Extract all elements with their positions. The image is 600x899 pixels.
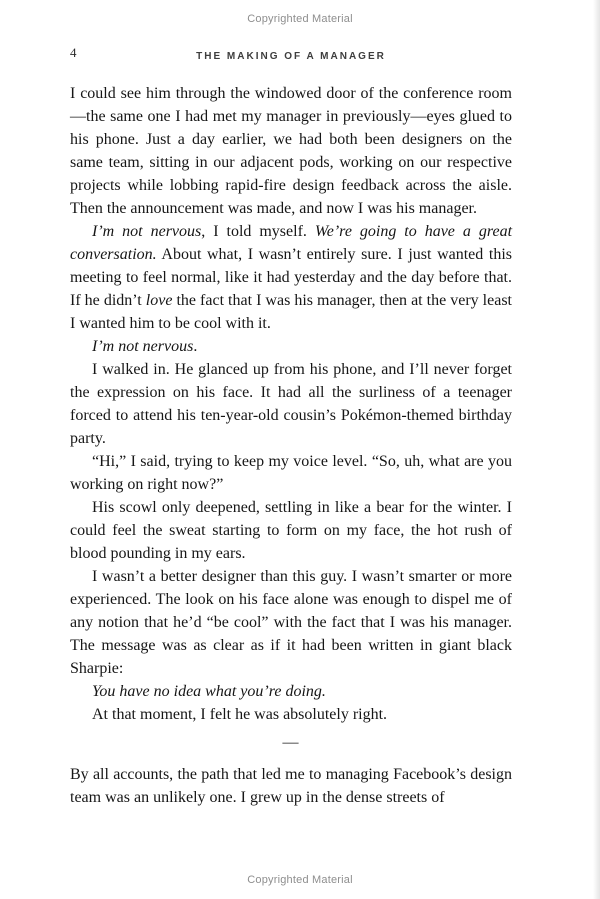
page-edge-shadow — [593, 0, 600, 899]
running-title: THE MAKING OF A MANAGER — [196, 51, 386, 62]
text-segment: , I told myself. — [201, 223, 315, 240]
paragraph — [70, 358, 512, 450]
paragraph — [70, 335, 512, 358]
text-segment: About what, I wasn’t entirely sure. I just wanted this meeting to feel normal, like it had yesterday and the day before that. If he didn’t — [70, 246, 512, 309]
text-segment: . — [193, 338, 198, 355]
italic-text-segment: love — [145, 292, 173, 309]
text-segment: “Hi,” I said, trying to keep my voice level. “So, uh, what are you working on right now?” — [70, 453, 512, 493]
italic-text-segment: You have no idea what you’re doing. — [92, 683, 326, 700]
italic-text-segment: We’re going to have a great conversation. — [70, 223, 513, 263]
copyright-notice-bottom: Copyrighted Material — [247, 874, 353, 886]
paragraph — [70, 496, 512, 565]
text-segment: At that moment, I felt he was absolutely right. — [92, 706, 388, 723]
section-break: — — [282, 734, 300, 751]
paragraph — [70, 703, 512, 726]
page-number: 4 — [70, 45, 77, 60]
text-segment: By all accounts, the path that led me to managing Facebook’s design team was an unlikely one. I grew up in the dense streets of — [70, 766, 512, 806]
text-segment: I wasn’t a better designer than this guy. I wasn’t smarter or more experienced. The look on his face alone was enough to dispel me of any notion that he’d “be cool” with the fact that I was his manager. The message was as clear as if it had been written in giant black Sharpie: — [70, 568, 512, 677]
paragraph — [70, 220, 512, 335]
body-paragraphs — [70, 82, 512, 809]
text-segment: I walked in. He glanced up from his phone, and I’ll never forget the expression on his face. It had all the surliness of a teenager forced to attend his ten-year-old cousin’s Pokémon-themed birthday party. — [70, 361, 512, 447]
paragraph — [70, 565, 512, 680]
paragraph — [70, 450, 512, 496]
paragraph — [70, 680, 512, 703]
text-segment: I could see him through the windowed door of the conference room—the same one I had met my manager in previously—eyes glued to his phone. Just a day earlier, we had both been designers on the same team, sitting in our adjacent pods, working on our respective projects while lobbing rapid-fire design feedback across the aisle. Then the announcement was made, and now I was his manager. — [70, 85, 512, 217]
text-segment: the fact that I was his manager, then at the very least I wanted him to be cool with it. — [70, 292, 513, 332]
paragraph — [70, 763, 512, 809]
italic-text-segment: I’m not nervous — [92, 338, 194, 355]
page-header — [70, 46, 512, 64]
text-segment: His scowl only deepened, settling in like a bear for the winter. I could feel the sweat starting to form on my face, the hot rush of blood pounding in my ears. — [70, 499, 512, 562]
paragraph — [70, 82, 512, 220]
copyright-notice-top: Copyrighted Material — [247, 13, 353, 25]
italic-text-segment: I’m not nervous — [92, 223, 202, 240]
